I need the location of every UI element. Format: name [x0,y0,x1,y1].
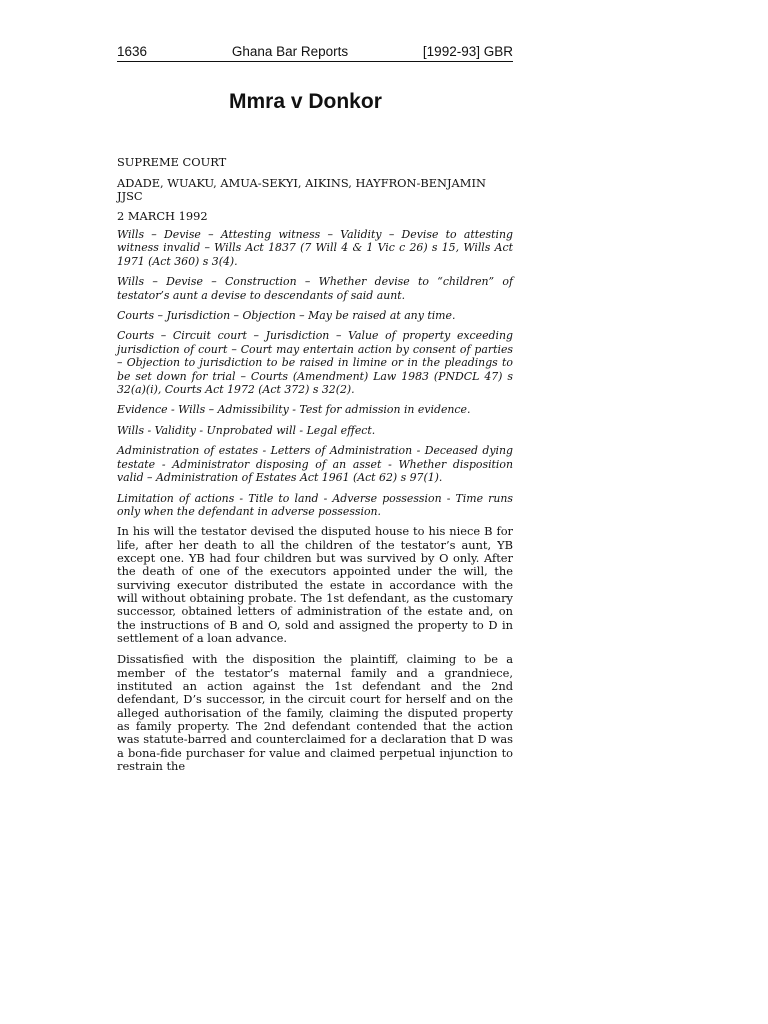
catchword: Wills - Validity - Unprobated will - Legal effect. [117,423,376,437]
court-name: SUPREME COURT [117,155,227,169]
catchword: Evidence - Wills – Admissibility - Test for admission in evidence. [117,403,471,417]
facts-paragraph: In his will the testator devised the disputed house to his niece B for life, after her death to all the children of the testator’s aunt, YB except one. YB had four children but was survived by O only. After the death of one of the executors appointed under the will, the surviving executor distributed the estate in accordance with the will without obtaining probate. The 1st defendant, as the customary successor, obtained letters of administration of the estate and, on the instructions of B and O, sold and assigned the property to D in settlement of a loan advance. [117,524,513,646]
page-number: 1636 [117,44,148,59]
decision-date: 2 MARCH 1992 [117,208,208,223]
facts-section [117,525,513,773]
report-page [117,44,513,782]
running-head [117,44,513,62]
judges-list: ADADE, WUAKU, AMUA-SEKYI, AIKINS, HAYFRON-BENJAMIN JJSC [117,175,486,203]
catchword: Courts – Jurisdiction – Objection – May be raised at any time. [117,309,456,323]
catchword: Limitation of actions - Title to land - Adverse possession - Time runs only when the defendant in adverse possession. [117,491,513,518]
report-citation: [1992-93] GBR [422,44,513,59]
catchword: Courts – Circuit court – Jurisdiction – Value of property exceeding jurisdiction of court – Court may entertain action by consent of parties – Objection to jurisdiction to be raised in limine or in the pleadings to be set down for trial – Courts (Amendment) Law 1983 (PNDCL 47) s 32(a)(i), Courts Act 1972 (Act 372) s 32(2). [117,329,513,397]
reporter-name: Ghana Bar Reports [231,44,349,59]
facts-paragraph: Dissatisfied with the disposition the plaintiff, claiming to be a member of the testator’s maternal family and a grandniece, instituted an action against the 1st defendant and the 2nd defendant, D’s successor, in the circuit court for herself and on the alleged authorisation of the family, claiming the disputed property as family property. The 2nd defendant contended that the action was statute-barred and counterclaimed for a declaration that D was a bona-fide purchaser for value and claimed perpetual injunction to restrain the [117,652,513,774]
catchwords-section [117,228,513,518]
catchword: Wills – Devise – Attesting witness – Validity – Devise to attesting witness invalid – Wills Act 1837 (7 Will 4 & 1 Vic c 26) s 15, Wills Act 1971 (Act 360) s 3(4). [117,228,513,268]
catchword: Administration of estates - Letters of Administration - Deceased dying testate - Administrator disposing of an asset - Whether disposition valid – Administration of Estates Act 1961 (Act 62) s 97(1). [117,444,513,485]
case-title: Mmra v Donkor [229,90,382,113]
catchword: Wills – Devise – Construction – Whether devise to “children” of testator’s aunt a devise to descendants of said aunt. [117,275,513,302]
